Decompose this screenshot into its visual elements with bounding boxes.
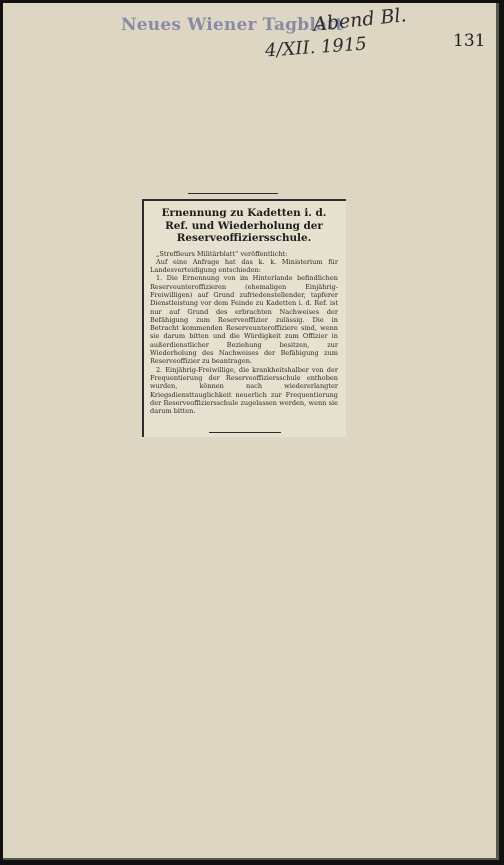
newspaper-stamp: Neues Wiener Tagblatt: [121, 15, 344, 35]
newspaper-clipping: [142, 199, 346, 437]
clipping-paragraph: 1. Die Ernennung von im Hinterlande befindlichen Reserveunteroffizieren (ehemaligen Einjährig-Freiwilligen) auf Grund zufriedenstellender, tapferer Dienstleistung vor dem Feinde zu Kadetten i. d. Ref. ist nur auf Grund des erbrachten Nachweises der Befähigung zum Reserveoffizier zulässig. Die in Betracht kommenden Reserveunteroffiziere sind, wenn sie darum bitten und die Würdigkeit zum Offizier in außerdienstlicher Beziehung besitzen, zur Wiederholung des Nachweises der Befähigung zum Reserveoffizier zu beantragen.: [150, 274, 338, 366]
clipping-paragraph: „Streffleurs Militärblatt“ veröffentlicht:: [156, 249, 288, 258]
clipping-top-rule: [188, 193, 278, 194]
archive-page: [3, 3, 499, 860]
clipping-body: [150, 250, 338, 416]
clipping-bottom-rule: [209, 432, 281, 433]
handwritten-note: Abend Bl.: [312, 4, 408, 36]
clipping-paragraph: Auf eine Anfrage hat das k. k. Ministerium für Landesverteidigung entschieden:: [150, 257, 338, 275]
clipping-title: Ernennung zu Kadetten i. d. Ref. und Wiederholung der Reserveoffiziersschule.: [161, 207, 327, 244]
page-number: 131: [453, 31, 486, 51]
clipping-paragraph: 2. Einjährig-Freiwillige, die krankheitshalber von der Frequentierung der Reserveoffiziersschule enthoben wurden, können nach wiedererlangter Kriegsdiensttauglichkeit neuerlich zur Frequentierung der Reserveoffiziersschule zugelassen werden, wenn sie darum bitten.: [150, 365, 338, 416]
handwritten-date: 4/XII. 1915: [264, 33, 368, 62]
